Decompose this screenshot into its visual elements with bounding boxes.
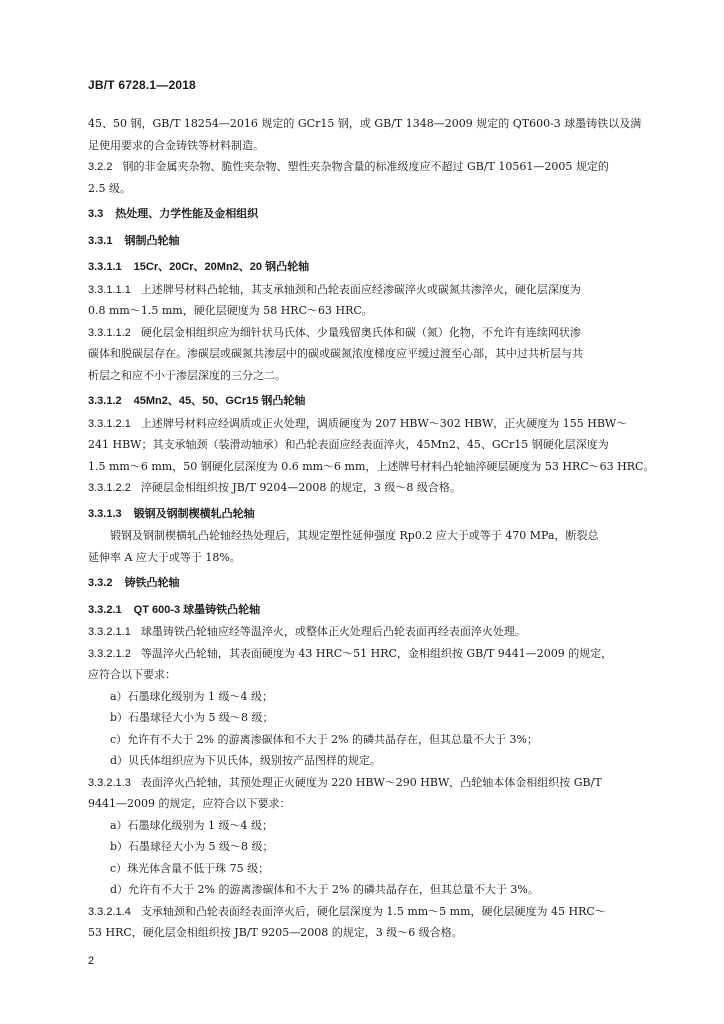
- paragraph-line: [88, 643, 688, 665]
- line-text: 钢的非金属夹杂物、脆性夹杂物、塑性夹杂物含量的标准级度应不超过 GB/T 10561—2005 规定的: [122, 160, 609, 173]
- paragraph-line: [88, 178, 688, 200]
- line-text: 锻钢及钢制楔横轧凸轮轴经热处理后，其规定塑性延伸强度 Rp0.2 应大于或等于 470 MPa，断裂总: [110, 529, 599, 542]
- line-text: 析层之和应不小于渗层深度的三分之二。: [88, 368, 286, 382]
- line-text: 球墨铸铁凸轮轴应经等温淬火，或整体正火处理后凸轮表面再经表面淬火处理。: [140, 625, 526, 638]
- list-item: [88, 707, 688, 729]
- line-text: 241 HBW；其支承轴颈（装滑动轴承）和凸轮表面应经表面淬火，45Mn2、45、GCr15 钢硬化层深度为: [88, 438, 609, 451]
- list-item: [88, 750, 688, 772]
- line-text: 53 HRC，硬化层金相组织按 JB/T 9205—2008 的规定，3 级～6 级合格。: [88, 926, 463, 939]
- line-text: b）石墨球径大小为 5 级～8 级；: [110, 840, 274, 853]
- paragraph-line: [88, 113, 688, 135]
- section-heading: [88, 231, 688, 253]
- paragraph-line: [88, 525, 688, 547]
- line-text: d）贝氏体组织应为下贝氏体，级别按产品图样的规定。: [110, 754, 382, 767]
- document-body: [88, 113, 688, 944]
- list-item: [88, 729, 688, 751]
- line-text: 延伸率 A 应大于或等于 18%。: [88, 550, 241, 564]
- paragraph-line: [88, 322, 688, 344]
- line-text: 淬硬层金相组织按 JB/T 9204—2008 的规定，3 级～8 级合格。: [140, 481, 461, 494]
- paragraph-line: [88, 456, 688, 478]
- clause-number: 3.3.1.1.1: [88, 283, 131, 296]
- section-heading: [88, 204, 688, 226]
- line-text: 锻钢及钢制楔横轧凸轮轴: [133, 507, 255, 520]
- line-text: 45、50 钢，GB/T 18254—2016 规定的 GCr15 钢，或 GB/T 1348—2009 规定的 QT600-3 球墨铸铁以及满: [88, 117, 642, 130]
- paragraph-line: [88, 300, 688, 322]
- section-heading: [88, 257, 688, 279]
- clause-number: 3.3.1: [88, 234, 113, 247]
- paragraph-line: [88, 365, 688, 387]
- list-item: [88, 686, 688, 708]
- line-text: 等温淬火凸轮轴，其表面硬度为 43 HRC～51 HRC，金相组织按 GB/T 9441—2009 的规定，: [140, 646, 613, 660]
- clause-number: 3.3.2.1.4: [88, 905, 131, 918]
- line-text: 9441—2009 的规定，应符合以下要求：: [88, 797, 291, 810]
- line-text: a）石墨球化级别为 1 级～4 级；: [110, 689, 274, 703]
- paragraph-line: [88, 413, 688, 435]
- line-text: 15Cr、20Cr、20Mn2、20 钢凸轮轴: [133, 261, 310, 273]
- line-text: 热处理、力学性能及金相组织: [115, 208, 259, 220]
- clause-number: 3.3.1.1: [88, 261, 122, 273]
- standard-code-header: JB/T 6728.1—2018: [88, 78, 196, 92]
- paragraph-line: [88, 279, 688, 301]
- paragraph-line: [88, 343, 688, 365]
- line-text: b）石墨球径大小为 5 级～8 级；: [110, 711, 274, 724]
- paragraph-line: [88, 922, 688, 944]
- line-text: 硬化层金相组织应为细针状马氏体、少量残留奥氏体和碳（氮）化物，不允许有连续网状渗: [140, 325, 581, 339]
- clause-number: 3.3.1.2.1: [88, 417, 131, 430]
- clause-number: 3.2.2: [88, 161, 113, 173]
- clause-number: 3.3.1.2.2: [88, 482, 131, 494]
- paragraph-line: [88, 477, 688, 499]
- list-item: [88, 815, 688, 837]
- paragraph-line: [88, 547, 688, 569]
- line-text: 应符合以下要求：: [88, 668, 176, 681]
- paragraph-line: [88, 793, 688, 815]
- clause-number: 3.3.2.1.1: [88, 626, 131, 638]
- line-text: 上述牌号材料凸轮轴，其支承轴颈和凸轮表面应经渗碳淬火或碳氮共渗淬火，硬化层深度为: [140, 282, 581, 296]
- clause-number: 3.3.2.1.2: [88, 647, 131, 660]
- line-text: 2.5 级。: [88, 181, 131, 195]
- page-number: 2: [88, 955, 95, 967]
- list-item: [88, 879, 688, 901]
- clause-number: 3.3.1.1.2: [88, 326, 131, 339]
- list-item: [88, 836, 688, 858]
- line-text: 铸铁凸轮轴: [124, 577, 180, 589]
- paragraph-line: [88, 434, 688, 456]
- clause-number: 3.3.1.3: [88, 507, 122, 520]
- paragraph-line: [88, 135, 688, 157]
- paragraph-line: [88, 772, 688, 794]
- paragraph-line: [88, 901, 688, 923]
- line-text: 1.5 mm～6 mm，50 钢硬化层深度为 0.6 mm～6 mm，上述牌号材料凸轮轴淬硬层硬度为 53 HRC～63 HRC。: [88, 459, 655, 473]
- line-text: 上述牌号材料应经调质或正火处理，调质硬度为 207 HBW～302 HBW，正火硬度为 155 HBW～: [140, 416, 628, 430]
- paragraph-line: [88, 621, 688, 643]
- section-heading: [88, 504, 688, 526]
- list-item: [88, 858, 688, 880]
- paragraph-line: [88, 664, 688, 686]
- line-text: 支承轴颈和凸轮表面经表面淬火后，硬化层深度为 1.5 mm～5 mm，硬化层硬度为 45 HRC～: [140, 904, 606, 918]
- section-heading: [88, 391, 688, 413]
- line-text: a）石墨球化级别为 1 级～4 级；: [110, 818, 274, 832]
- line-text: 0.8 mm～1.5 mm，硬化层硬度为 58 HRC～63 HRC。: [88, 304, 373, 317]
- section-heading: [88, 600, 688, 622]
- section-heading: [88, 573, 688, 595]
- line-text: 45Mn2、45、50、GCr15 钢凸轮轴: [133, 395, 306, 407]
- line-text: d）允许有不大于 2% 的游离渗碳体和不大于 2% 的磷共晶存在，但其总量不大于 3%。: [110, 883, 539, 896]
- line-text: 表面淬火凸轮轴，其预处理正火硬度为 220 HBW～290 HBW，凸轮轴本体金相组织按 GB/T: [140, 775, 602, 789]
- clause-number: 3.3: [88, 208, 104, 220]
- clause-number: 3.3.2: [88, 577, 113, 589]
- line-text: 足使用要求的合金铸铁等材料制造。: [88, 138, 264, 152]
- line-text: 碳体和脱碳层存在。渗碳层或碳氮共渗层中的碳或碳氮浓度梯度应平缓过渡至心部，其中过共析层与共: [88, 347, 583, 360]
- line-text: c）允许有不大于 2% 的游离渗碳体和不大于 2% 的磷共晶存在，但其总量不大于 3%；: [110, 732, 538, 746]
- clause-number: 3.3.1.2: [88, 395, 122, 407]
- line-text: 钢制凸轮轴: [124, 234, 180, 247]
- line-text: c）珠光体含量不低于珠 75 级；: [110, 861, 270, 875]
- paragraph-line: [88, 156, 688, 178]
- line-text: QT 600-3 球墨铸铁凸轮轴: [133, 603, 261, 616]
- clause-number: 3.3.2.1.3: [88, 776, 131, 789]
- clause-number: 3.3.2.1: [88, 603, 122, 616]
